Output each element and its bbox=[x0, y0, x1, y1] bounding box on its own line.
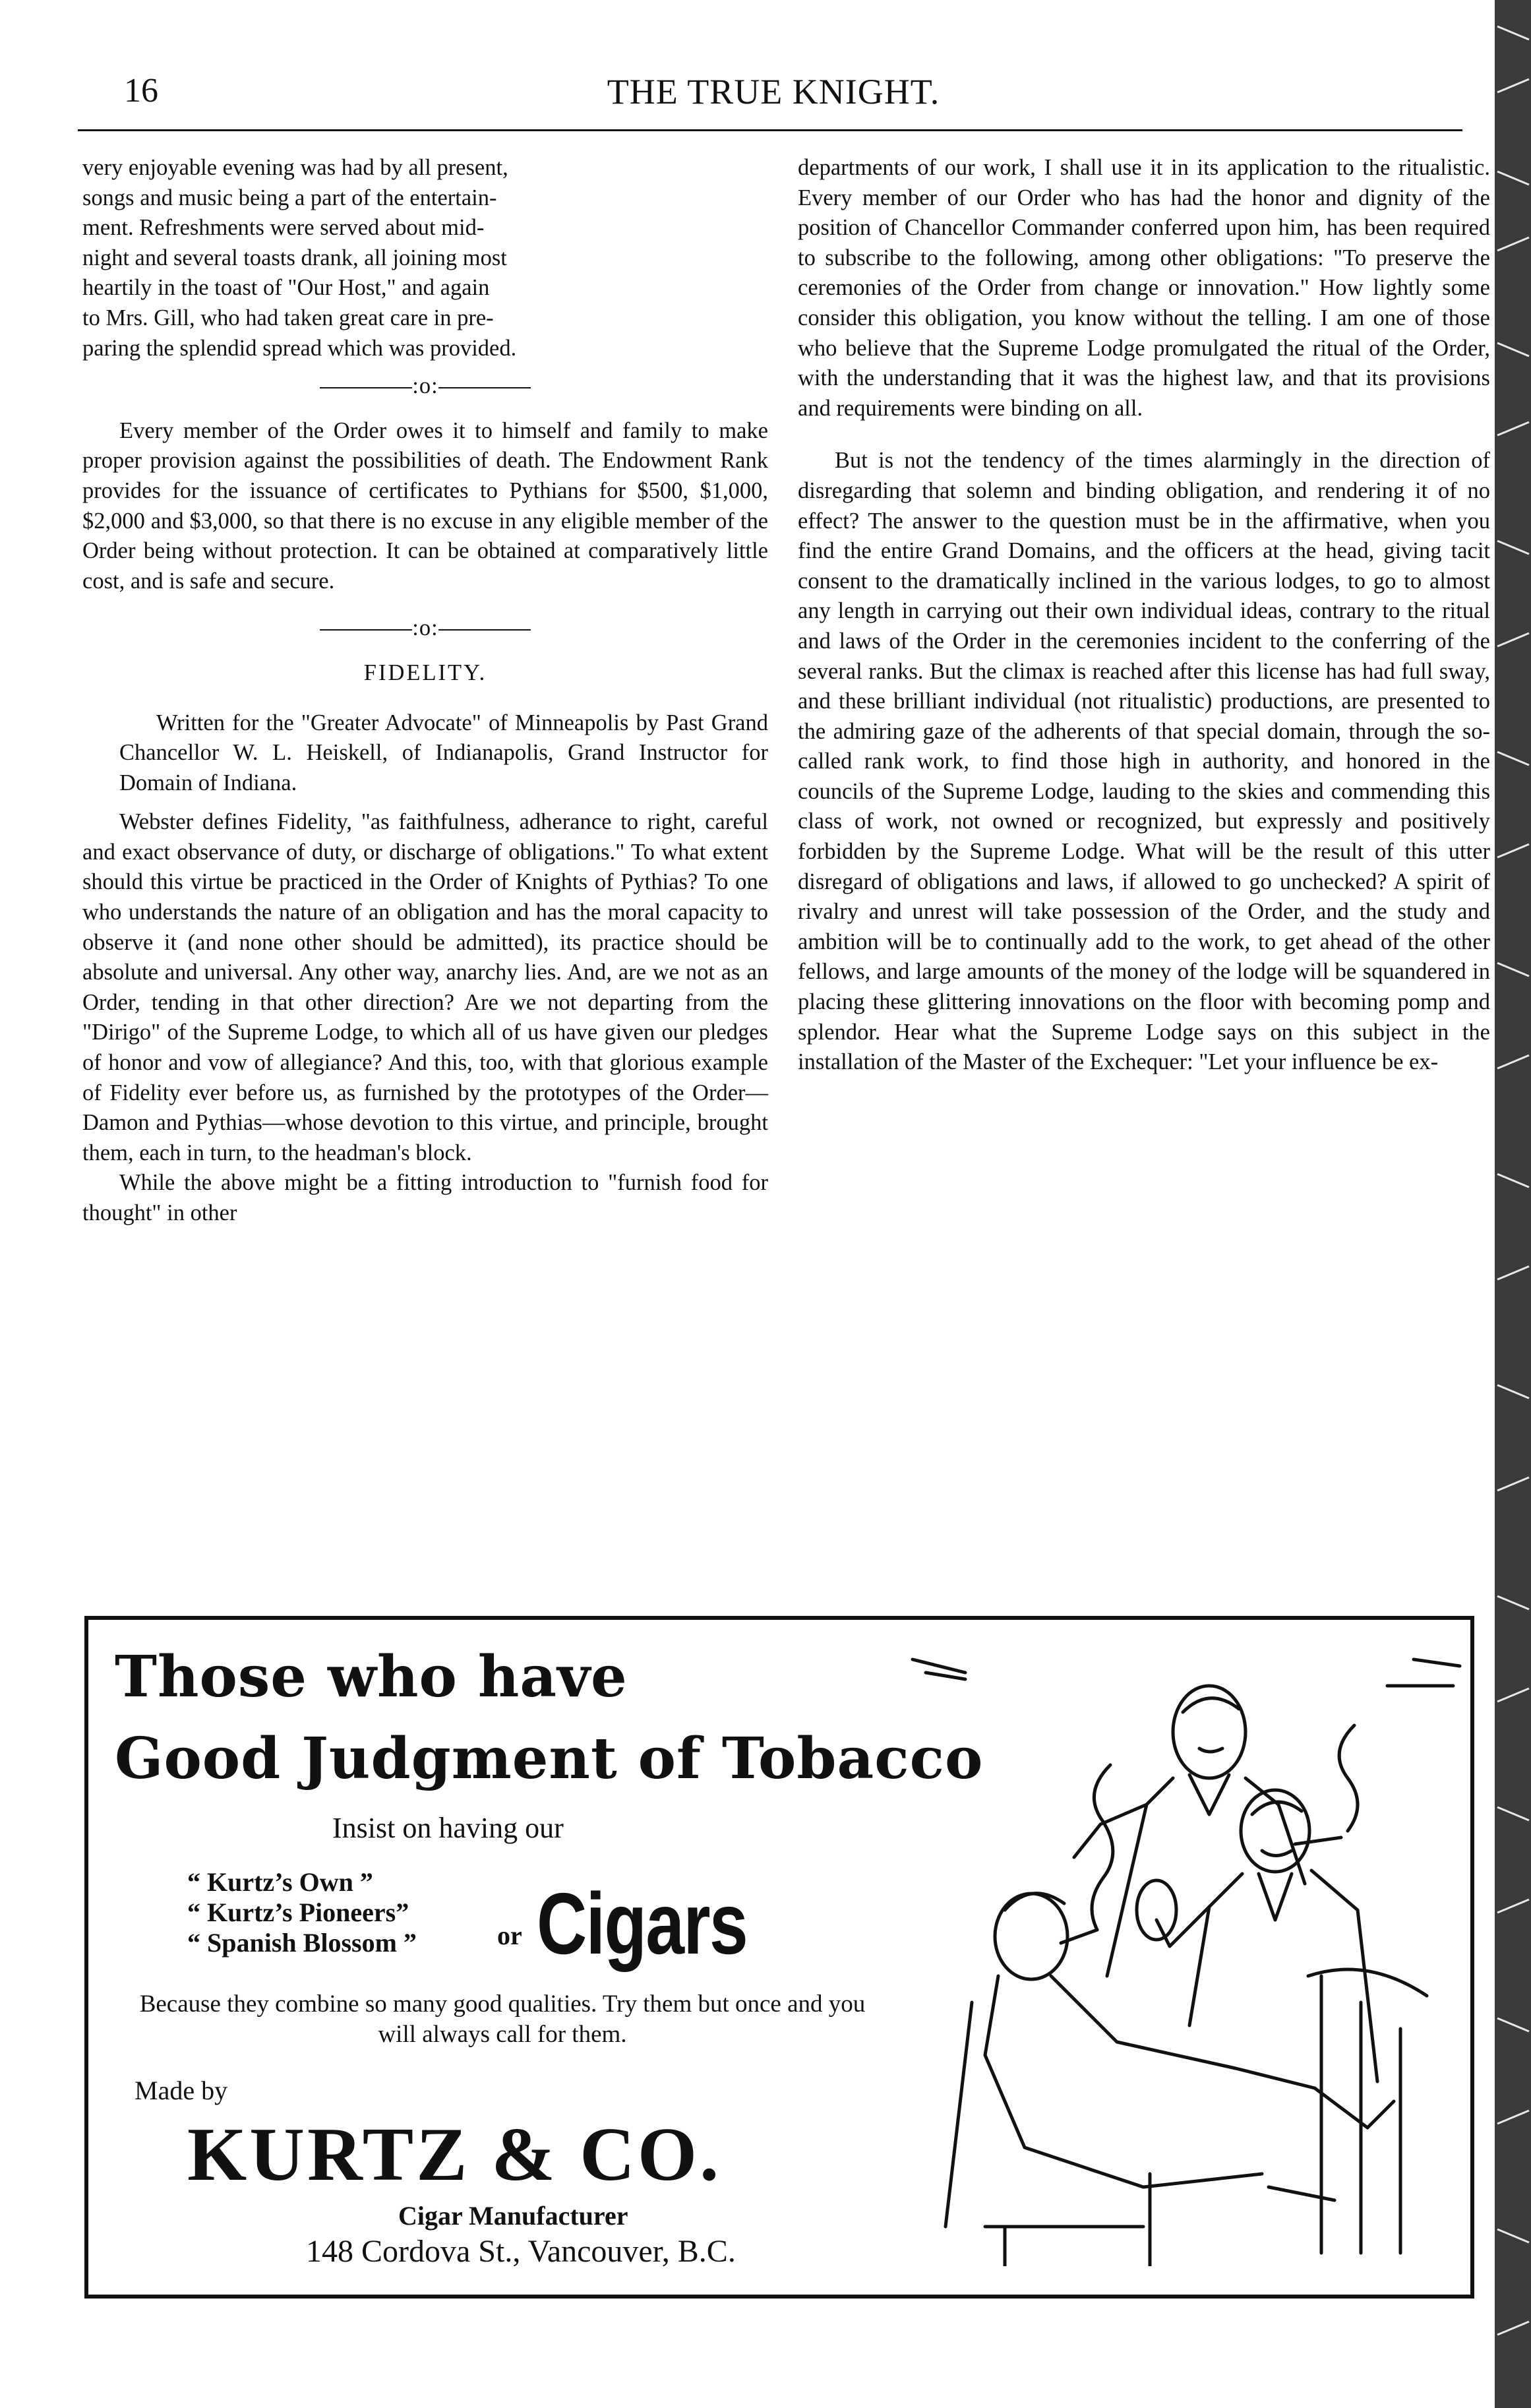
left-para-1-line-6: to Mrs. Gill, who had taken great care in pre- bbox=[82, 305, 494, 330]
ad-headline-1: Those who have bbox=[115, 1644, 628, 1710]
left-para-1-line-7: paring the splendid spread which was provided. bbox=[82, 335, 517, 361]
ad-maker-title: Cigar Manufacturer bbox=[398, 2201, 628, 2231]
ad-address: 148 Cordova St., Vancouver, B.C. bbox=[306, 2234, 736, 2269]
ad-made-by: Made by bbox=[135, 2076, 228, 2105]
page-header bbox=[78, 71, 1469, 124]
left-para-1-line-4: night and several toasts drank, all joining most bbox=[82, 245, 507, 270]
byline: Written for the "Greater Advocate" of Minneapolis by Past Grand Chancellor W. L. Heiskell, of Indianapolis, Grand Instructor for Domain of Indiana. bbox=[119, 710, 768, 795]
left-para-1-line-2: songs and music being a part of the entertain- bbox=[82, 185, 497, 210]
ad-brand: “ Kurtz’s Pioneers” bbox=[187, 1898, 409, 1927]
separator bbox=[82, 371, 768, 402]
ad-brand-list bbox=[187, 1867, 417, 1958]
right-column bbox=[798, 153, 1490, 1604]
left-para-1-line-5: heartily in the toast of "Our Host," and again bbox=[82, 275, 490, 301]
fidelity-paragraph: Webster defines Fidelity, "as faithfulness, adherance to right, careful and exact observance of duty, or discharge of obligations." To what extent should this virtue be practiced in the Order of Knights of Pythias? To one who understands the nature of an obligation and has the moral capacity to observe it (and none other should be admitted), its practice should be absolute and universal. Any other way, anarchy lies. And, are we not as an Order, tending in that other direction? Are we not departing from the "Dirigo" of the Supreme Lodge, to which all of us have given our pledges of honor and vow of allegiance? And this, too, with that glorious example of Fidelity ever before us, as furnished by the prototypes of the Order—Damon and Pythias—whose devotion to this virtue, and principle, brought them, each in turn, to the headman's block. bbox=[82, 809, 768, 1165]
tendency-paragraph: But is not the tendency of the times alarmingly in the direction of disregarding that solemn and binding obligation, and rendering it of no effect? The answer to the question must be in the affirmative, when you find the entire Grand Domains, and the officers at the head, giving tacit consent to the dramatically inclined in the various lodges, to go to almost any length in carrying out their own individual ideas, contrary to the ritual and laws of the Order in the ceremonies incident to the conferring of the several ranks. But the climax is reached after this license has had full sway, and these brilliant individual (not ritualistic) productions, are presented to the admiring gaze of the adherents of that special domain, through the so-called rank work, to find those high in authority, and honored in the councils of the Supreme Lodge, lauding to the skies and commending this class of work, not owned or recognized, but expressly and positively forbidden by the Supreme Lodge. What will be the result of this utter disregard of obligations and laws, if allowed to go unchecked? A spirit of rivalry and unrest will take possession of the Order, and the study and ambition will be to continually add to the work, to get ahead of the other fellows, and large amounts of the money of the lodge will be squandered in placing these glittering innovations on the floor with becoming pomp and splendor. Hear what the Supreme Lodge says on this subject in the installation of the Master of the Exchequer: "Let your influence be ex- bbox=[798, 448, 1490, 1075]
ad-headline-2: Good Judgment of Tobacco bbox=[115, 1725, 984, 1792]
ad-because: Because they combine so many good qualities. Try them but once and you will always call for them. bbox=[139, 1991, 866, 2048]
ritual-paragraph: departments of our work, I shall use it in its application to the ritualistic. Every member of our Order who has had the honor and dignity of the position of Chancellor Commander conferred upon him, has been required to subscribe to the following, among other obligations: "To preserve the ceremonies of the Order from change or innovation." How lightly some consider this obligation, you know without the telling. I am one of those who believe that the Supreme Lodge promulgated the ritual of the Order, with the understanding that it was the highest law, and that its provisions and requirements were binding on all. bbox=[798, 155, 1490, 421]
separator-mark-2: :o: bbox=[412, 615, 438, 641]
section-title: FIDELITY. bbox=[363, 660, 487, 685]
ad-insist: Insist on having our bbox=[332, 1812, 564, 1844]
introduction-paragraph: While the above might be a fitting introduction to "furnish food for thought" in other bbox=[82, 1170, 768, 1225]
ad-or: or bbox=[497, 1921, 522, 1950]
ad-product: Cigars bbox=[537, 1875, 748, 1972]
left-para-1-line-3: ment. Refreshments were served about mid- bbox=[82, 215, 485, 241]
header-rule bbox=[78, 129, 1462, 131]
left-para-1-line-1: very enjoyable evening was had by all present, bbox=[82, 155, 508, 180]
endowment-paragraph: Every member of the Order owes it to himself and family to make proper provision against the possibilities of death. The Endowment Rank provides for the issuance of certificates to Pythians for $500, $1,000, $2,000 and $3,000, so that there is no excuse in any eligible member of the Order being without protection. It can be obtained at comparatively little cost, and is safe and secure. bbox=[82, 417, 768, 594]
tobacco-advertisement bbox=[84, 1616, 1474, 2299]
binding-edge bbox=[1480, 0, 1531, 2408]
page-number: 16 bbox=[124, 72, 158, 109]
separator-2 bbox=[82, 613, 768, 644]
ad-company: KURTZ & CO. bbox=[187, 2113, 722, 2197]
two-men-smoking-cigars-illustration bbox=[899, 1633, 1466, 2266]
ad-brand: “ Spanish Blossom ” bbox=[187, 1928, 417, 1958]
running-title: THE TRUE KNIGHT. bbox=[607, 72, 940, 111]
left-column bbox=[82, 153, 768, 1604]
separator-mark: :o: bbox=[412, 373, 438, 399]
ad-brand: “ Kurtz’s Own ” bbox=[187, 1867, 373, 1897]
